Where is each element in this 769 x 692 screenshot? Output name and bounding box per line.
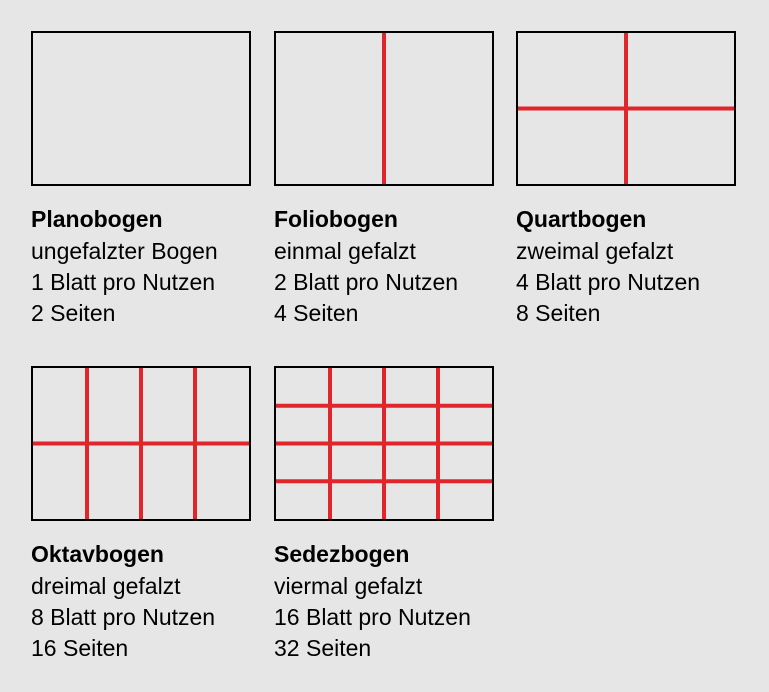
sheet-name: Planobogen xyxy=(31,206,163,232)
caption-sedezbogen xyxy=(274,538,524,664)
sheet-oktavbogen xyxy=(31,366,251,521)
sheet-leaves: 1 Blatt pro Nutzen xyxy=(31,269,216,295)
sheet-sedezbogen xyxy=(274,366,494,521)
sheet-folding: einmal gefalzt xyxy=(274,238,416,264)
fold-lines-oktavbogen xyxy=(33,368,249,519)
fold-lines-foliobogen xyxy=(276,33,492,184)
caption-quartbogen xyxy=(516,203,766,329)
sheet-leaves: 8 Blatt pro Nutzen xyxy=(31,604,216,630)
fold-lines-quartbogen xyxy=(518,33,734,184)
sheet-folding: ungefalzter Bogen xyxy=(31,238,218,264)
sheet-pages: 32 Seiten xyxy=(274,635,372,661)
sheet-foliobogen xyxy=(274,31,494,186)
caption-foliobogen xyxy=(274,203,524,329)
sheet-planobogen xyxy=(31,31,251,186)
sheet-leaves: 2 Blatt pro Nutzen xyxy=(274,269,459,295)
sheet-folding: zweimal gefalzt xyxy=(516,238,674,264)
sheet-name: Sedezbogen xyxy=(274,541,410,567)
sheet-pages: 16 Seiten xyxy=(31,635,129,661)
sheet-leaves: 4 Blatt pro Nutzen xyxy=(516,269,701,295)
caption-planobogen xyxy=(31,203,281,329)
fold-lines-sedezbogen xyxy=(276,368,492,519)
sheet-name: Oktavbogen xyxy=(31,541,164,567)
sheet-pages: 4 Seiten xyxy=(274,300,359,326)
sheet-pages: 8 Seiten xyxy=(516,300,601,326)
sheet-leaves: 16 Blatt pro Nutzen xyxy=(274,604,471,630)
sheet-pages: 2 Seiten xyxy=(31,300,116,326)
sheet-name: Quartbogen xyxy=(516,206,647,232)
sheet-folding: dreimal gefalzt xyxy=(31,573,181,599)
caption-oktavbogen xyxy=(31,538,281,664)
sheet-name: Foliobogen xyxy=(274,206,398,232)
fold-lines-planobogen xyxy=(33,33,249,184)
sheet-quartbogen xyxy=(516,31,736,186)
sheet-folding: viermal gefalzt xyxy=(274,573,423,599)
